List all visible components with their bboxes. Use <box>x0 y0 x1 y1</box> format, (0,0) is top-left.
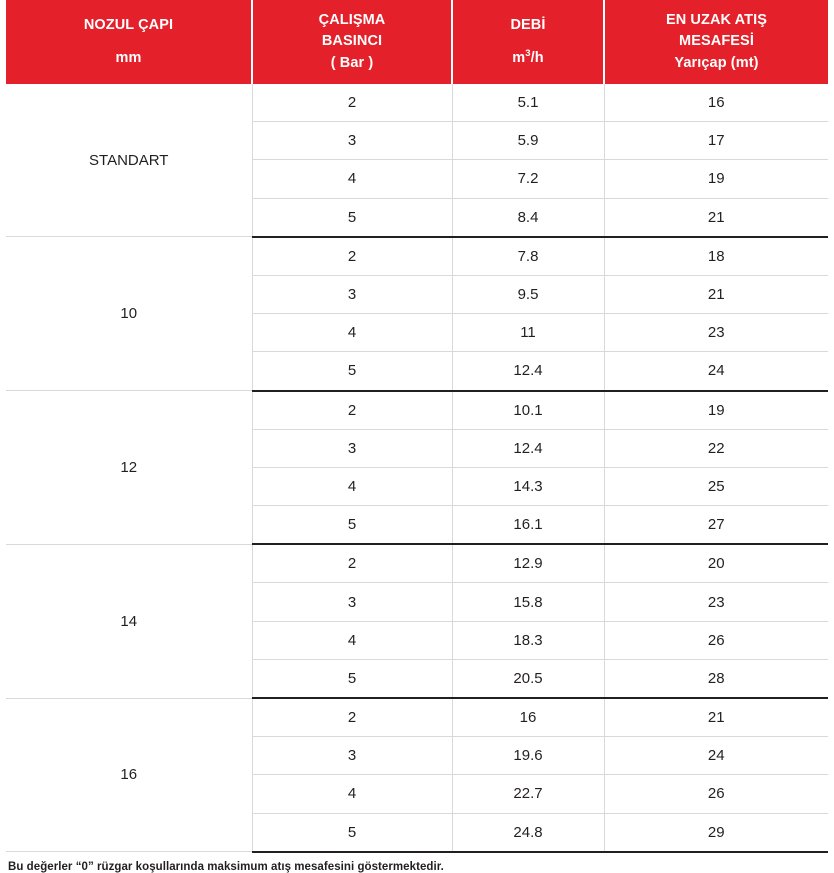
table-row <box>6 237 828 276</box>
cell-throw-distance: 22 <box>604 429 828 467</box>
cell-working-pressure: 3 <box>252 583 452 621</box>
cell-working-pressure: 3 <box>252 429 452 467</box>
cell-working-pressure: 4 <box>252 775 452 813</box>
cell-working-pressure: 2 <box>252 237 452 276</box>
table-footnote: Bu değerler “0” rüzgar koşullarında maksimum atış mesafesini göstermektedir. <box>8 860 444 873</box>
cell-throw-distance: 17 <box>604 122 828 160</box>
cell-flow-rate: 10.1 <box>452 391 604 430</box>
table-row <box>6 544 828 583</box>
table-row <box>6 698 828 737</box>
cell-throw-distance: 24 <box>604 352 828 391</box>
nozzle-group-label: 10 <box>6 237 252 391</box>
cell-flow-rate: 7.2 <box>452 160 604 198</box>
cell-flow-rate: 9.5 <box>452 275 604 313</box>
cell-flow-rate: 22.7 <box>452 775 604 813</box>
cell-working-pressure: 4 <box>252 160 452 198</box>
cell-working-pressure: 2 <box>252 698 452 737</box>
header-flow-rate-unit-base: m <box>512 49 526 66</box>
cell-throw-distance: 19 <box>604 391 828 430</box>
cell-working-pressure: 5 <box>252 352 452 391</box>
cell-working-pressure: 4 <box>252 621 452 659</box>
cell-throw-distance: 26 <box>604 621 828 659</box>
nozzle-group-label: 12 <box>6 391 252 545</box>
cell-flow-rate: 15.8 <box>452 583 604 621</box>
cell-working-pressure: 5 <box>252 198 452 237</box>
table-row <box>6 84 828 122</box>
cell-throw-distance: 24 <box>604 737 828 775</box>
cell-throw-distance: 16 <box>604 84 828 122</box>
header-flow-rate-unit-suffix: /h <box>530 49 544 66</box>
header-flow-rate <box>452 0 604 84</box>
cell-throw-distance: 27 <box>604 506 828 545</box>
cell-throw-distance: 29 <box>604 813 828 852</box>
cell-flow-rate: 12.9 <box>452 544 604 583</box>
header-nozzle-diameter <box>6 0 252 84</box>
header-throw-distance-unit: Yarıçap (mt) <box>674 54 759 71</box>
header-working-pressure-unit: ( Bar ) <box>330 54 374 71</box>
cell-flow-rate: 7.8 <box>452 237 604 276</box>
header-throw-distance <box>604 0 828 84</box>
cell-flow-rate: 12.4 <box>452 429 604 467</box>
cell-working-pressure: 4 <box>252 314 452 352</box>
cell-working-pressure: 3 <box>252 275 452 313</box>
cell-flow-rate: 16 <box>452 698 604 737</box>
table-body <box>6 84 828 852</box>
cell-throw-distance: 19 <box>604 160 828 198</box>
cell-throw-distance: 21 <box>604 698 828 737</box>
header-throw-distance-line2: MESAFESİ <box>679 33 754 50</box>
cell-throw-distance: 23 <box>604 583 828 621</box>
cell-working-pressure: 3 <box>252 737 452 775</box>
header-working-pressure <box>252 0 452 84</box>
cell-flow-rate: 5.9 <box>452 122 604 160</box>
cell-throw-distance: 25 <box>604 467 828 505</box>
header-row <box>6 0 828 84</box>
cell-flow-rate: 16.1 <box>452 506 604 545</box>
cell-throw-distance: 18 <box>604 237 828 276</box>
cell-flow-rate: 20.5 <box>452 659 604 698</box>
nozzle-group-label: 16 <box>6 698 252 852</box>
cell-throw-distance: 23 <box>604 314 828 352</box>
cell-throw-distance: 20 <box>604 544 828 583</box>
cell-working-pressure: 5 <box>252 506 452 545</box>
cell-throw-distance: 26 <box>604 775 828 813</box>
header-nozzle-diameter-line1: NOZUL ÇAPI <box>83 17 174 34</box>
table-header <box>6 0 828 84</box>
cell-flow-rate: 24.8 <box>452 813 604 852</box>
cell-flow-rate: 5.1 <box>452 84 604 122</box>
cell-working-pressure: 5 <box>252 659 452 698</box>
header-throw-distance-line1: EN UZAK ATIŞ <box>665 12 768 29</box>
cell-flow-rate: 11 <box>452 314 604 352</box>
cell-working-pressure: 2 <box>252 84 452 122</box>
cell-working-pressure: 5 <box>252 813 452 852</box>
cell-throw-distance: 21 <box>604 198 828 237</box>
header-flow-rate-line1: DEBİ <box>510 17 546 34</box>
cell-working-pressure: 2 <box>252 544 452 583</box>
cell-flow-rate: 12.4 <box>452 352 604 391</box>
cell-working-pressure: 2 <box>252 391 452 430</box>
cell-working-pressure: 4 <box>252 467 452 505</box>
cell-throw-distance: 28 <box>604 659 828 698</box>
cell-throw-distance: 21 <box>604 275 828 313</box>
header-nozzle-diameter-unit: mm <box>115 49 142 66</box>
header-flow-rate-unit <box>459 48 597 69</box>
nozzle-group-label: 14 <box>6 544 252 698</box>
header-working-pressure-line2: BASINCI <box>321 33 383 50</box>
cell-flow-rate: 8.4 <box>452 198 604 237</box>
header-flow-rate-unit-exponent: 3 <box>525 47 531 59</box>
nozzle-specification-table <box>6 0 828 853</box>
cell-working-pressure: 3 <box>252 122 452 160</box>
cell-flow-rate: 14.3 <box>452 467 604 505</box>
cell-flow-rate: 19.6 <box>452 737 604 775</box>
header-working-pressure-line1: ÇALIŞMA <box>318 12 386 29</box>
cell-flow-rate: 18.3 <box>452 621 604 659</box>
nozzle-group-label: STANDART <box>6 84 252 237</box>
table-row <box>6 391 828 430</box>
